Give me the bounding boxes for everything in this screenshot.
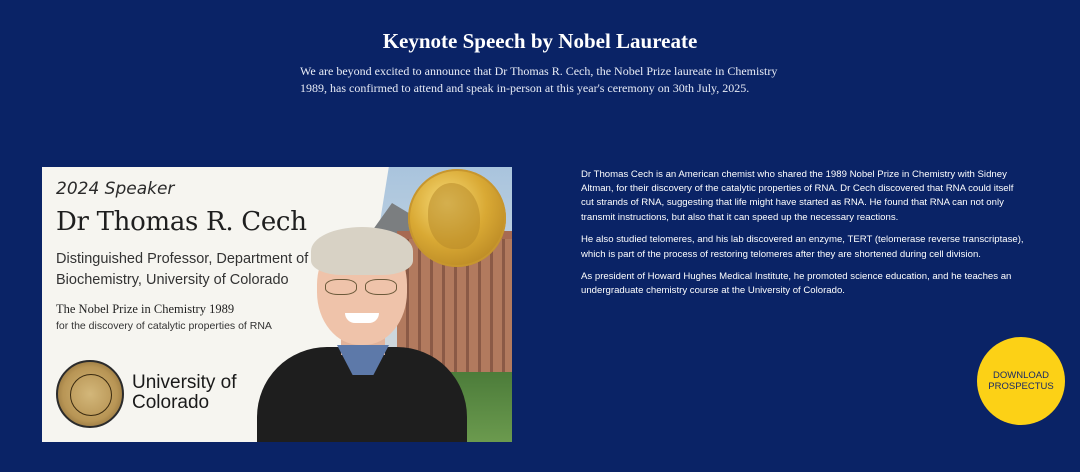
download-prospectus-button[interactable] xyxy=(977,337,1065,425)
download-label-line2: PROSPECTUS xyxy=(988,381,1054,392)
speaker-title: Distinguished Professor, Department of Biochemistry, University of Colorado xyxy=(56,251,309,288)
speaker-name: Dr Thomas R. Cech xyxy=(56,207,307,237)
university-name-line2: Colorado xyxy=(132,392,210,413)
bio-paragraph-1: Dr Thomas Cech is an American chemist who shared the 1989 Nobel Prize in Chemistry with Sidney Altman, for their discovery of the catalytic properties of RNA. Dr Cech discovered that RNA could itself cut strands of RNA, suggesting that life might have started as RNA. He found that RNA can not only transmit instructions, but also that it can speed up the necessary reactions. xyxy=(581,169,1014,223)
speaker-bio xyxy=(581,168,1026,307)
bio-paragraph-3: As president of Howard Hughes Medical Institute, he promoted science education, and he teaches an undergraduate chemistry course at the University of Colorado. xyxy=(581,271,1012,297)
speaker-card-image xyxy=(42,167,512,442)
speaker-prize-description: for the discovery of catalytic properties of RNA xyxy=(56,320,272,332)
bio-paragraph-2: He also studied telomeres, and his lab discovered an enzyme, TERT (telomerase reverse transcriptase), which is part of the process of restoring telomeres after they are shortened during cell division. xyxy=(581,234,1024,260)
intro-text xyxy=(300,63,780,97)
download-button-label xyxy=(988,370,1053,392)
speaker-portrait xyxy=(257,227,467,442)
speaker-prize: The Nobel Prize in Chemistry 1989 xyxy=(56,302,235,316)
seal-inner-ring xyxy=(70,374,112,416)
download-label-line1: DOWNLOAD xyxy=(993,370,1049,381)
speaker-year-label: 2024 Speaker xyxy=(56,179,175,199)
university-seal-icon xyxy=(56,360,124,428)
intro-paragraph: We are beyond excited to announce that Dr Thomas R. Cech, the Nobel Prize laureate in Chemistry 1989, has confirmed to attend and speak in-person at this year's ceremony on 30th July, 2025. xyxy=(300,64,778,95)
portrait-hair xyxy=(311,227,413,275)
university-logo-text xyxy=(132,373,237,413)
portrait-smile xyxy=(345,313,379,323)
university-name-line1: University of xyxy=(132,372,237,393)
section-heading: Keynote Speech by Nobel Laureate xyxy=(382,29,698,53)
portrait-glasses xyxy=(325,279,399,295)
